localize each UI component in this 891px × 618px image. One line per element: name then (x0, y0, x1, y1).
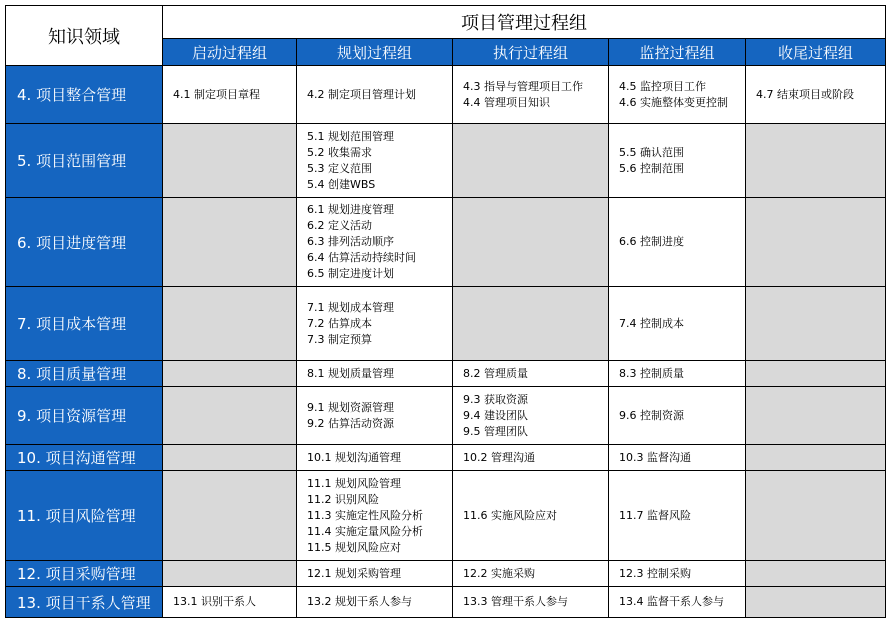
process-cell (453, 471, 609, 561)
process-cell (609, 66, 746, 124)
process-cell (453, 587, 609, 618)
knowledge-area-row (6, 66, 886, 124)
knowledge-area-label: 11. 项目风险管理 (6, 471, 163, 561)
process-cell (297, 66, 453, 124)
process-cell (609, 387, 746, 445)
empty-cell (746, 471, 886, 561)
empty-cell (163, 445, 297, 471)
process-item: 4.6 实施整体变更控制 (619, 95, 728, 109)
empty-cell (163, 287, 297, 361)
process-item: 9.1 规划资源管理 (307, 400, 394, 414)
knowledge-area-row (6, 361, 886, 387)
process-cell (297, 387, 453, 445)
phase-closing-header: 收尾过程组 (746, 39, 886, 66)
process-item: 8.1 规划质量管理 (307, 366, 394, 380)
process-item: 6.1 规划进度管理 (307, 203, 394, 216)
process-item: 10.1 规划沟通管理 (307, 450, 401, 464)
process-cell (609, 587, 746, 618)
knowledge-area-row (6, 287, 886, 361)
process-item: 8.3 控制质量 (619, 366, 684, 380)
process-item: 7.2 估算成本 (307, 316, 372, 330)
process-item: 12.3 控制采购 (619, 566, 691, 580)
process-item: 11.2 识别风险 (307, 492, 379, 506)
process-item: 11.3 实施定性风险分析 (307, 508, 423, 522)
empty-cell (746, 287, 886, 361)
process-groups-header: 项目管理过程组 (163, 6, 886, 39)
process-item: 5.4 创建WBS (307, 177, 376, 191)
knowledge-area-label: 4. 项目整合管理 (6, 66, 163, 124)
knowledge-area-header: 知识领域 (6, 6, 163, 66)
process-item: 4.3 指导与管理项目工作 (463, 79, 583, 93)
process-item: 6.4 估算活动持续时间 (307, 251, 416, 264)
process-item: 12.2 实施采购 (463, 566, 535, 580)
empty-cell (163, 198, 297, 287)
process-cell (453, 387, 609, 445)
process-cell (609, 361, 746, 387)
process-item: 4.2 制定项目管理计划 (307, 87, 416, 101)
process-item: 5.6 控制范围 (619, 161, 684, 175)
process-item: 9.4 建设团队 (463, 408, 528, 422)
process-item: 12.1 规划采购管理 (307, 566, 401, 580)
process-matrix-table (5, 5, 886, 618)
empty-cell (163, 387, 297, 445)
knowledge-area-row (6, 445, 886, 471)
process-item: 7.4 控制成本 (619, 316, 684, 330)
phase-monitoring-header: 监控过程组 (609, 39, 746, 66)
process-item: 10.3 监督沟通 (619, 450, 691, 464)
table-body (6, 66, 886, 618)
empty-cell (453, 124, 609, 198)
process-item: 11.5 规划风险应对 (307, 540, 401, 554)
process-cell (297, 445, 453, 471)
process-cell (297, 561, 453, 587)
phase-initiating-header: 启动过程组 (163, 39, 297, 66)
process-item: 9.6 控制资源 (619, 408, 684, 422)
process-item: 6.5 制定进度计划 (307, 267, 394, 280)
process-item: 13.2 规划干系人参与 (307, 595, 412, 608)
process-item: 11.4 实施定量风险分析 (307, 524, 423, 538)
knowledge-area-label: 9. 项目资源管理 (6, 387, 163, 445)
empty-cell (746, 445, 886, 471)
empty-cell (746, 387, 886, 445)
knowledge-area-label: 8. 项目质量管理 (6, 361, 163, 387)
process-cell (609, 445, 746, 471)
empty-cell (746, 361, 886, 387)
knowledge-area-row (6, 198, 886, 287)
empty-cell (163, 361, 297, 387)
process-item: 5.3 定义范围 (307, 161, 372, 175)
empty-cell (746, 587, 886, 618)
process-cell (609, 124, 746, 198)
process-cell (297, 124, 453, 198)
process-item: 7.3 制定预算 (307, 332, 372, 346)
knowledge-area-label: 10. 项目沟通管理 (6, 445, 163, 471)
process-cell (297, 587, 453, 618)
process-item: 11.6 实施风险应对 (463, 508, 557, 522)
empty-cell (163, 124, 297, 198)
empty-cell (163, 561, 297, 587)
process-item: 9.3 获取资源 (463, 392, 528, 406)
process-item: 6.2 定义活动 (307, 219, 372, 232)
process-cell (453, 361, 609, 387)
process-item: 6.6 控制进度 (619, 235, 684, 248)
process-cell (453, 66, 609, 124)
knowledge-area-row (6, 387, 886, 445)
empty-cell (746, 561, 886, 587)
knowledge-area-label: 12. 项目采购管理 (6, 561, 163, 587)
knowledge-area-row (6, 124, 886, 198)
process-item: 11.7 监督风险 (619, 508, 691, 522)
process-cell (297, 198, 453, 287)
process-item: 5.2 收集需求 (307, 145, 372, 159)
process-item: 4.1 制定项目章程 (173, 87, 260, 101)
empty-cell (453, 198, 609, 287)
process-cell (453, 445, 609, 471)
phase-planning-header: 规划过程组 (297, 39, 453, 66)
process-item: 5.5 确认范围 (619, 145, 684, 159)
empty-cell (163, 471, 297, 561)
process-cell (609, 471, 746, 561)
knowledge-area-label: 6. 项目进度管理 (6, 198, 163, 287)
process-item: 9.2 估算活动资源 (307, 416, 394, 430)
process-item: 4.7 结束项目或阶段 (756, 87, 854, 101)
process-cell (163, 587, 297, 618)
process-cell (609, 198, 746, 287)
process-item: 13.3 管理干系人参与 (463, 595, 568, 608)
process-item: 4.4 管理项目知识 (463, 95, 550, 109)
process-item: 10.2 管理沟通 (463, 450, 535, 464)
process-cell (163, 66, 297, 124)
process-cell (609, 561, 746, 587)
process-item: 13.4 监督干系人参与 (619, 595, 724, 608)
process-cell (746, 66, 886, 124)
process-item: 6.3 排列活动顺序 (307, 235, 394, 248)
process-item: 8.2 管理质量 (463, 366, 528, 380)
process-cell (609, 287, 746, 361)
knowledge-area-row (6, 561, 886, 587)
knowledge-area-label: 13. 项目干系人管理 (6, 587, 163, 618)
knowledge-area-row (6, 587, 886, 618)
knowledge-area-row (6, 471, 886, 561)
process-cell (297, 471, 453, 561)
phase-executing-header: 执行过程组 (453, 39, 609, 66)
knowledge-area-label: 5. 项目范围管理 (6, 124, 163, 198)
empty-cell (746, 198, 886, 287)
knowledge-area-label: 7. 项目成本管理 (6, 287, 163, 361)
process-item: 7.1 规划成本管理 (307, 300, 394, 314)
empty-cell (746, 124, 886, 198)
process-cell (453, 561, 609, 587)
empty-cell (453, 287, 609, 361)
process-item: 4.5 监控项目工作 (619, 79, 706, 93)
process-cell (297, 287, 453, 361)
process-item: 13.1 识别干系人 (173, 595, 256, 608)
process-item: 5.1 规划范围管理 (307, 129, 394, 143)
process-cell (297, 361, 453, 387)
process-item: 9.5 管理团队 (463, 424, 528, 438)
process-item: 11.1 规划风险管理 (307, 476, 401, 490)
